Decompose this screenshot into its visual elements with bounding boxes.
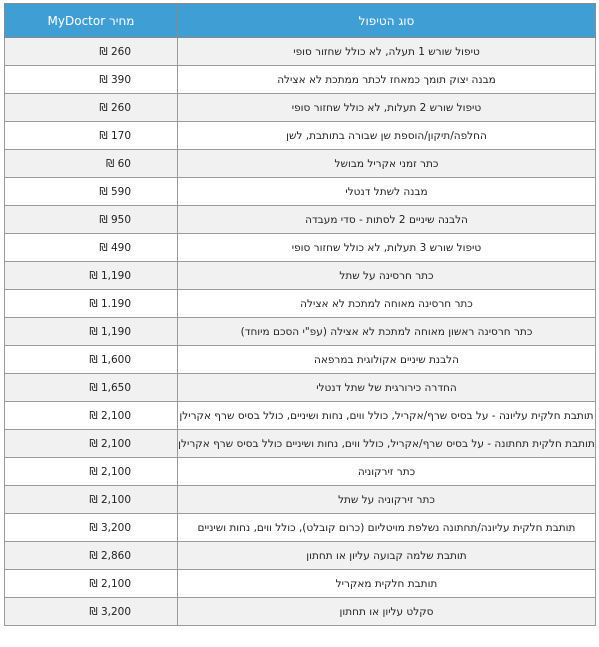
price-cell: 1,600 ₪ xyxy=(5,346,178,374)
treatment-cell: תותבת חלקית מאקריל xyxy=(178,570,596,598)
treatment-cell: כתר חרסינה מאוחה למתכת לא אצילה xyxy=(178,290,596,318)
table-row xyxy=(5,570,596,598)
treatment-cell: תותבת שלמה קבועה עליון או תחתון xyxy=(178,542,596,570)
table-row xyxy=(5,150,596,178)
price-cell: 1,190 ₪ xyxy=(5,318,178,346)
table-row xyxy=(5,66,596,94)
treatment-cell: הלבנה שיניים 2 לסתות - סדי מעבדה xyxy=(178,206,596,234)
price-cell: 60 ₪ xyxy=(5,150,178,178)
table-row xyxy=(5,458,596,486)
table-row xyxy=(5,486,596,514)
treatment-cell: תותבת חלקית עליונה - על בסיס שרף/אקריל, כולל ווים, נחות ושיניים, כולל בסיס שרף אקרילן xyxy=(178,402,596,430)
treatment-cell: החלפה/תיקון/הוספת שן שבורה בתותבת, לשן xyxy=(178,122,596,150)
table-row xyxy=(5,234,596,262)
price-cell: 170 ₪ xyxy=(5,122,178,150)
table-row xyxy=(5,290,596,318)
treatment-cell: סקלט עליון או תחתון xyxy=(178,598,596,626)
treatment-cell: הלבנת שיניים אקולוגית במרפאה xyxy=(178,346,596,374)
table-row xyxy=(5,402,596,430)
price-cell: 2,100 ₪ xyxy=(5,458,178,486)
price-cell: 590 ₪ xyxy=(5,178,178,206)
table-body xyxy=(5,38,596,626)
table-row xyxy=(5,374,596,402)
price-cell: 3,200 ₪ xyxy=(5,514,178,542)
price-cell: 2,860 ₪ xyxy=(5,542,178,570)
treatment-cell: מבנה יצוק תומך כמאחז לכתר ממתכת לא אצילה xyxy=(178,66,596,94)
price-cell: 490 ₪ xyxy=(5,234,178,262)
treatment-cell: כתר זירקוניה על שתל xyxy=(178,486,596,514)
price-cell: 1.190 ₪ xyxy=(5,290,178,318)
table-row xyxy=(5,598,596,626)
price-cell: 2,100 ₪ xyxy=(5,402,178,430)
price-cell: 2,100 ₪ xyxy=(5,570,178,598)
treatment-cell: תותבת חלקית עליונה/תחתונה נשלפת מויטליום (כרום קובלט), כולל ווים, נחות ושיניים xyxy=(178,514,596,542)
treatment-cell: כתר חרסינה על שתל xyxy=(178,262,596,290)
treatment-cell: טיפול שורש 3 תעלות, לא כולל שחזור סופי xyxy=(178,234,596,262)
table-row xyxy=(5,514,596,542)
table-row xyxy=(5,318,596,346)
price-table xyxy=(4,3,596,626)
treatment-cell: טיפול שורש 2 תעלות, לא כולל שחזור סופי xyxy=(178,94,596,122)
treatment-cell: כתר חרסינה ראשון מאוחה למתכת לא אצילה (עפ"י הסכם מיוחד) xyxy=(178,318,596,346)
treatment-cell: טיפול שורש 1 תעלה, לא כולל שחזור סופי xyxy=(178,38,596,66)
header-treatment-type: סוג הטיפול xyxy=(178,4,596,38)
price-cell: 260 ₪ xyxy=(5,94,178,122)
price-cell: 1,650 ₪ xyxy=(5,374,178,402)
treatment-cell: כתר זירקוניה xyxy=(178,458,596,486)
treatment-cell: מבנה לשתל דנטלי xyxy=(178,178,596,206)
table-row xyxy=(5,94,596,122)
price-cell: 1,190 ₪ xyxy=(5,262,178,290)
price-cell: 2,100 ₪ xyxy=(5,430,178,458)
table-row xyxy=(5,430,596,458)
table-header-row xyxy=(5,4,596,38)
table-row xyxy=(5,542,596,570)
table-row xyxy=(5,178,596,206)
treatment-cell: כתר זמני אקריל מבושל xyxy=(178,150,596,178)
price-cell: 390 ₪ xyxy=(5,66,178,94)
table-row xyxy=(5,206,596,234)
price-cell: 260 ₪ xyxy=(5,38,178,66)
price-cell: 2,100 ₪ xyxy=(5,486,178,514)
treatment-cell: תותבת חלקית תחתונה - על בסיס שרף/אקריל, כולל ווים, נחות ושיניים כולל בסיס שרף אקרילן xyxy=(178,430,596,458)
table-row xyxy=(5,122,596,150)
price-cell: 950 ₪ xyxy=(5,206,178,234)
table-row xyxy=(5,262,596,290)
table-row xyxy=(5,38,596,66)
treatment-cell: החדרה כירורגית של שתל דנטלי xyxy=(178,374,596,402)
table-row xyxy=(5,346,596,374)
price-cell: 3,200 ₪ xyxy=(5,598,178,626)
header-price: מחיר MyDoctor xyxy=(5,4,178,38)
